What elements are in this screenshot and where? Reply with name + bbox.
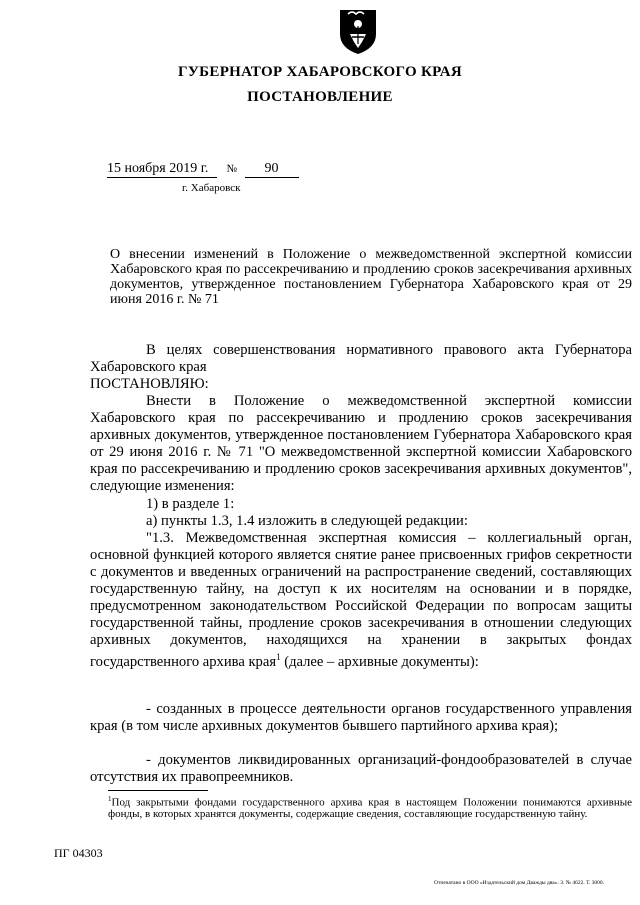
city: г. Хабаровск [182,182,241,194]
resolve-word: ПОСТАНОВЛЯЮ: [90,376,209,392]
coat-of-arms-emblem [336,4,380,56]
paragraph-points: а) пункты 1.3, 1.4 изложить в следующей редакции: [146,513,468,529]
footnote-text: Под закрытыми фондами государственного архива края в настоящем Положении понимаются архивные фонды, в которых хранятся документы, содержащие сведения, составляющие государственную тайну. [108,796,632,821]
document-subject: О внесении изменений в Положение о межведомственной экспертной комиссии Хабаровского края по рассекречиванию и продлению сроков засекречивания архивных документов, утвержденное постановлением Губернатора Хабаровского края от 29 июня 2016 г. № 71 [110,247,632,307]
document-number: 90 [245,161,299,178]
list-item-liquidated-orgs: - документов ликвидированных организаций-фондообразователей в случае отсутствия их правопреемников. [90,752,632,785]
paragraph-amendment: Внести в Положение о межведомственной экспертной комиссии Хабаровского края по рассекречиванию и продлению сроков засекречивания архивных документов, утвержденное постановлением Губернатора Хабаровского края от 29 июня 2016 г. № 71 "О межведомственной экспертной комиссии Хабаровского края по рассекречиванию и продлению сроков засекречивания архивных документов", следующие изменения: [90,393,632,494]
footnote-reference: 1 [276,652,281,662]
authority-title: ГУБЕРНАТОР ХАБАРОВСКОГО КРАЯ [178,64,462,80]
footnote-divider [108,790,208,791]
number-label: № [226,163,237,175]
printer-imprint: Отпечатано в ООО «Издательский дом Дважды два». З. № 4622. Т. 3000. [434,880,605,886]
document-type: ПОСТАНОВЛЕНИЕ [247,89,393,105]
date-number-line [107,161,299,178]
paragraph-section-1: 1) в разделе 1: [146,496,235,512]
form-code: ПГ 04303 [54,846,103,860]
footnote-mark: 1 [108,795,112,803]
paragraph-1-3 [90,530,632,671]
footnote [108,794,632,821]
paragraph-1-3-tail: (далее – архивные документы): [280,653,479,670]
paragraph-1-3-text: "1.3. Межведомственная экспертная комиссия – коллегиальный орган, основной функцией которого является снятие ранее присвоенных грифов секретности с документов и введенных ограничений на распространение сведений, составляющих государственную тайну, на доступ к их носителям на основании и в порядке, предусмотренном законодательством Российской Федерации по вопросам защиты государственной тайны, продление сроков засекречивания в отношении следующих архивных документов, находящихся на хранении в закрытых фондах государственного архива края [90,530,632,670]
document-date: 15 ноября 2019 г. [107,161,217,178]
preamble: В целях совершенствования нормативного правового акта Губернатора Хабаровского края [90,342,632,375]
list-item-state-bodies: - созданных в процессе деятельности органов государственного управления края (в том числе архивных документов бывшего партийного архива края); [90,701,632,734]
